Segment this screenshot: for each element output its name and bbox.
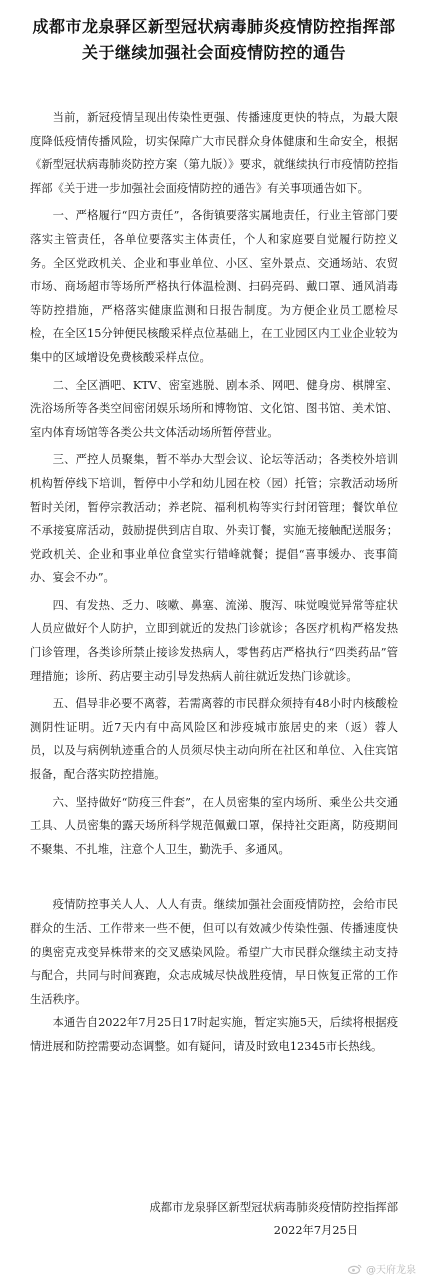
item-1-paragraph: 一、严格履行“四方责任”，各街镇要落实属地责任，行业主管部门要落实主管责任，各单位要落实主体责任，个人和家庭要自觉履行防控义务。全区党政机关、企业和事业单位、小区、室外景点、交通场站、农贸市场、商场超市等场所严格执行体温检测、扫码亮码、戴口罩、通风消毒等防控措施，严格落实健康监测和日报告制度。为方便企业员工愿检尽检，在全区15分钟便民核酸采样点位基础上，在工业园区内工业企业较为集中的区域增设免费核酸采样点位。 xyxy=(30,209,398,364)
signature-org: 成都市龙泉驿区新型冠状病毒肺炎疫情防控指挥部 xyxy=(149,1201,398,1214)
item-5-paragraph: 五、倡导非必要不离蓉，若需离蓉的市民群众须持有48小时内核酸检测阴性证明。近7天内有中高风险区和涉疫城市旅居史的来（返）蓉人员，以及与病例轨迹重合的人员须尽快主动向所在社区和单位、入住宾馆报备，配合落实防控措施。 xyxy=(30,697,398,782)
signature-date: 2022年7月25日 xyxy=(273,1224,358,1237)
closing-paragraph-1: 疫情防控事关人人、人人有责。继续加强社会面疫情防控，会给市民群众的生活、工作带来一些不便，但可以有效减少传染性强、传播速度快的奥密克戎变异株带来的交叉感染风险。希望广大市民群众继续主动支持与配合，共同与时间赛跑，众志成城尽快战胜疫情，早日恢复正常的工作生活秩序。 xyxy=(30,898,398,1006)
weibo-icon xyxy=(348,1264,362,1274)
item-4-paragraph: 四、有发热、乏力、咳嗽、鼻塞、流涕、腹泻、味觉嗅觉异常等症状人员应做好个人防护，立即到就近的发热门诊就诊；各医疗机构严格发热门诊管理，各类诊所禁止接诊发热病人，零售药店严格执行“四类药品”管理措施；诊所、药店要主动引导发热病人前往就近发热门诊就诊。 xyxy=(30,598,398,683)
watermark-text: @天府龙泉 xyxy=(366,1265,416,1276)
notice-body xyxy=(30,106,398,1059)
item-6-paragraph: 六、坚持做好“防疫三件套”，在人员密集的室内场所、乘坐公共交通工具、人员密集的露天场所科学规范佩戴口罩，保持社交距离，防疫期间不聚集、不扎堆，注意个人卫生，勤洗手、多通风。 xyxy=(30,795,398,856)
item-2-paragraph: 二、全区酒吧、KTV、密室逃脱、剧本杀、网吧、健身房、棋牌室、洗浴场所等各类空间密闭娱乐场所和博物馆、文化馆、图书馆、美术馆、室内体育场馆等各类公共文体活动场所暂停营业。 xyxy=(30,378,398,439)
signature-block xyxy=(30,1196,398,1242)
title-line-1: 成都市龙泉驿区新型冠状病毒肺炎疫情防控指挥部 xyxy=(32,17,396,36)
item-3-paragraph: 三、严控人员聚集，暂不举办大型会议、论坛等活动；各类校外培训机构暂停线下培训，暂停中小学和幼儿园在校（园）托管；宗教活动场所暂时关闭，暂停宗教活动；养老院、福利机构等实行封闭管理；餐饮单位不承接宴席活动，鼓励提供到店自取、外卖订餐，实施无接触配送服务；党政机关、企业和事业单位食堂实行错峰就餐；提倡“喜事缓办、丧事简办、宴会不办”。 xyxy=(30,453,398,585)
intro-paragraph: 当前，新冠疫情呈现出传染性更强、传播速度更快的特点，为最大限度降低疫情传播风险，切实保障广大市民群众身体健康和生命安全，根据《新型冠状病毒肺炎防控方案（第九版）》要求，就继续执行市疫情防控指挥部《关于进一步加强社会面疫情防控的通告》有关事项通告如下。 xyxy=(30,111,398,195)
closing-paragraph-2: 本通告自2022年7月25日17时起实施，暂定实施5天，后续将根据疫情进展和防控需要动态调整。如有疑问，请及时致电12345市长热线。 xyxy=(30,1016,398,1053)
watermark xyxy=(348,1261,416,1276)
notice-title xyxy=(30,14,398,66)
title-line-2: 关于继续加强社会面疫情防控的通告 xyxy=(81,43,346,62)
